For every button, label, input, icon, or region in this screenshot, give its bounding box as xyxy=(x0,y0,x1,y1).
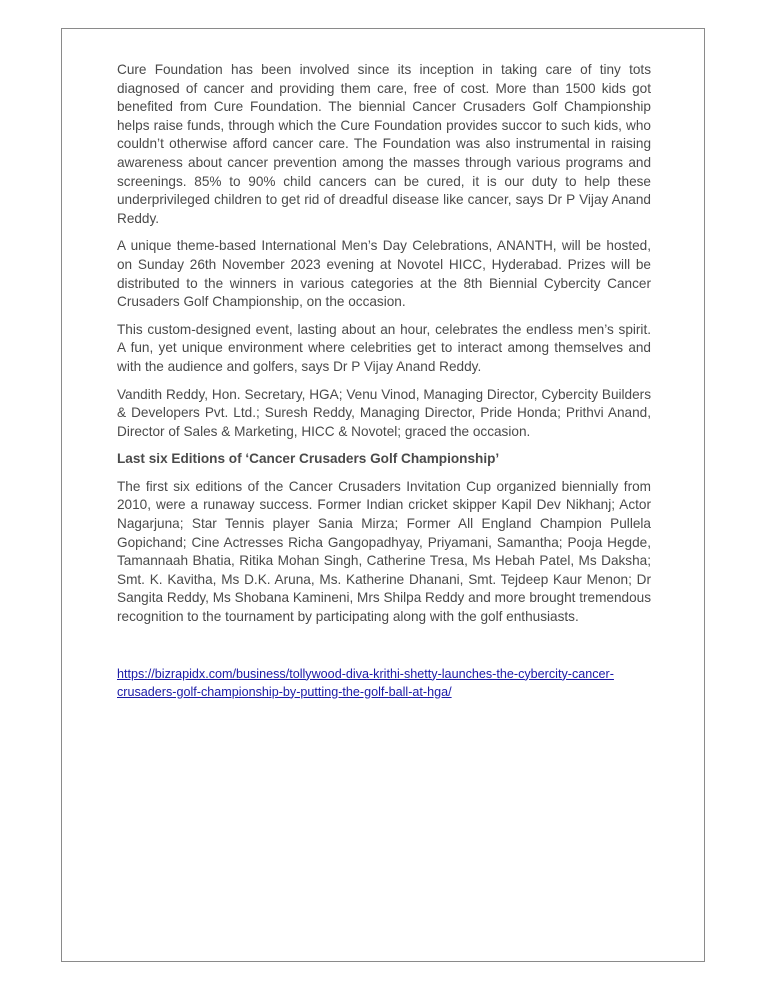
paragraph-dignitaries: Vandith Reddy, Hon. Secretary, HGA; Venu Vinod, Managing Director, Cybercity Builders & Developers Pvt. Ltd.; Suresh Reddy, Managing Director, Pride Honda; Prithvi Anand, Director of Sales & Marketing, HICC & Novotel; graced the occasion. xyxy=(117,386,651,439)
paragraph-cure-foundation: Cure Foundation has been involved since its inception in taking care of tiny tots diagnosed of cancer and providing them care, free of cost. More than 1500 kids got benefited from Cure Foundation. The biennial Cancer Crusaders Golf Championship helps raise funds, through which the Cure Foundation provides succor to such kids, who couldn’t otherwise afford cancer care. The Foundation was also instrumental in raising awareness about cancer prevention among the masses through various programs and screenings. 85% to 90% child cancers can be cured, it is our duty to help these underprivileged children to get rid of dreadful disease like cancer, says Dr P Vijay Anand Reddy. xyxy=(117,62,651,226)
section-heading: Last six Editions of ‘Cancer Crusaders Golf Championship’ xyxy=(117,451,500,467)
source-link[interactable]: https://bizrapidx.com/business/tollywood-diva-krithi-shetty-launches-the-cybercity-cancer-crusaders-golf-championship-by-putting-the-golf-ball-at-hga/ xyxy=(117,666,614,699)
paragraph-event-description: This custom-designed event, lasting about an hour, celebrates the endless men’s spirit. A fun, yet unique environment where celebrities get to interact among themselves and with the audience and golfers, says Dr P Vijay Anand Reddy. xyxy=(117,321,651,374)
document-body xyxy=(117,61,651,701)
paragraph-ananth-celebrations: A unique theme-based International Men’s Day Celebrations, ANANTH, will be hosted, on Sunday 26th November 2023 evening at Novotel HICC, Hyderabad. Prizes will be distributed to the winners in various categories at the 8th Biennial Cybercity Cancer Crusaders Golf Championship, on the occasion. xyxy=(117,238,651,310)
paragraph-previous-editions: The first six editions of the Cancer Crusaders Invitation Cup organized biennially from 2010, were a runaway success. Former Indian cricket skipper Kapil Dev Nikhanj; Actor Nagarjuna; Star Tennis player Sania Mirza; Former All England Champion Pullela Gopichand; Cine Actresses Richa Gangopadhyay, Priyamani, Samantha; Pooja Hegde, Tamannaah Bhatia, Ritika Mohan Singh, Catherine Tresa, Ms Hebah Patel, Ms Daksha; Smt. K. Kavitha, Ms D.K. Aruna, Ms. Katherine Dhanani, Smt. Tejdeep Kaur Menon; Dr Sangita Reddy, Ms Shobana Kamineni, Mrs Shilpa Reddy and more brought tremendous recognition to the tournament by participating along with the golf enthusiasts. xyxy=(117,478,651,625)
source-link-block xyxy=(117,665,651,701)
